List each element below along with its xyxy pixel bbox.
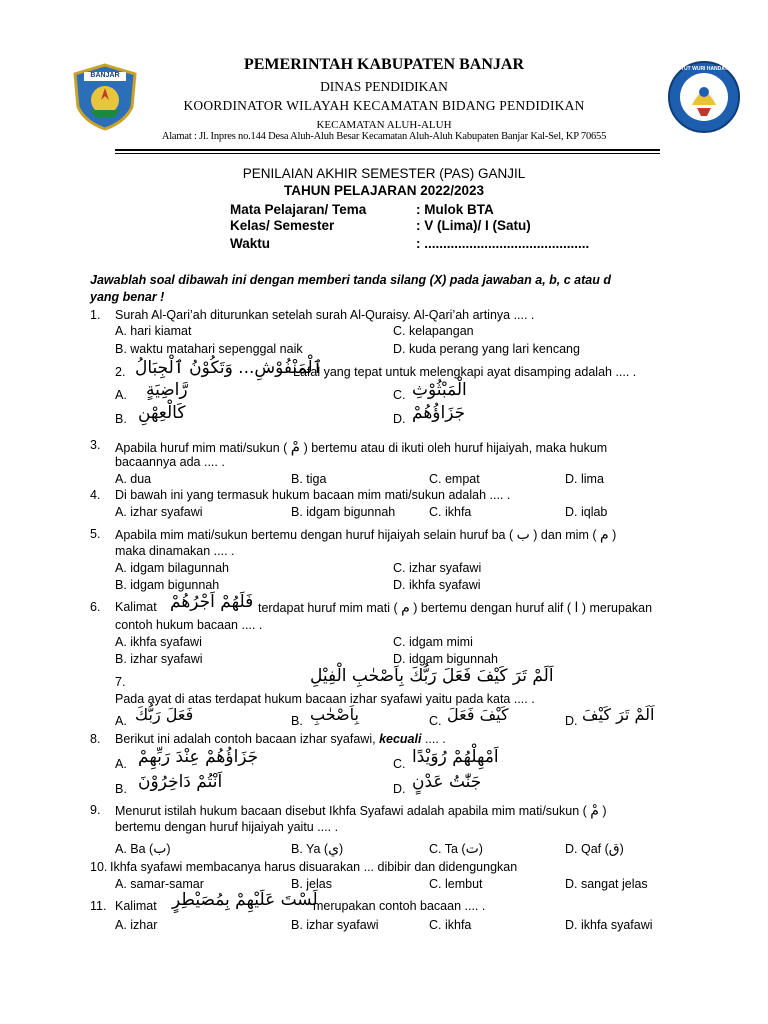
q6-text-c: ) bertemu dengan huruf alif ( bbox=[413, 601, 572, 615]
q6-number: 6. bbox=[90, 600, 101, 614]
q11-number: 11. bbox=[90, 899, 107, 913]
q3-line2: bacaannya ada .... . bbox=[115, 455, 225, 469]
q2-option-a-arabic[interactable]: رَّاضِيَةٍ bbox=[146, 380, 188, 400]
q9-option-d-label: D. Qaf ( bbox=[565, 842, 609, 856]
right-logo-text: TUT WURI HANDAYANI bbox=[681, 66, 736, 72]
exam-title: PENILAIAN AKHIR SEMESTER (PAS) GANJIL bbox=[242, 166, 526, 181]
q9-number: 9. bbox=[90, 803, 101, 817]
q5-option-b[interactable]: B. idgam bigunnah bbox=[115, 578, 220, 592]
q6-kalimat: Kalimat bbox=[115, 600, 157, 614]
q4-number: 4. bbox=[90, 488, 101, 502]
q5-option-a[interactable]: A. idgam bilagunnah bbox=[115, 561, 229, 575]
q6-text-d: ) merupakan bbox=[581, 601, 653, 615]
q8-text bbox=[115, 732, 446, 746]
q9-option-b-close: ) bbox=[339, 842, 344, 856]
q11-option-d[interactable]: D. ikhfa syafawi bbox=[565, 918, 653, 932]
q1-option-a[interactable]: A. hari kiamat bbox=[115, 324, 192, 338]
q1-text: Surah Al-Qari’ah diturunkan setelah surah Al-Quraisy. Al-Qari’ah artinya .... . bbox=[115, 308, 535, 322]
q9-text-b: ) bbox=[602, 804, 607, 818]
address: Alamat : Jl. Inpres no.144 Desa Aluh-Aluh Besar Kecamatan Aluh-Aluh Kabupaten Banjar Kal-Sel, KP 70655 bbox=[161, 131, 607, 142]
q3-text-a: Apabila huruf mim mati/sukun ( bbox=[115, 441, 288, 455]
q6-text-b: terdapat huruf mim mati ( bbox=[258, 601, 398, 615]
q6-arabic-mim: م bbox=[401, 600, 410, 616]
q9-option-b[interactable] bbox=[291, 841, 343, 857]
q6-option-d[interactable]: D. idgam bigunnah bbox=[393, 652, 498, 666]
q2-arabic-ayat: ٱلْمَنْفُوْشِ... وَتَكُوْنُ ٱلْجِبَالُ bbox=[135, 358, 323, 378]
q7-option-a-letter[interactable]: A. bbox=[115, 714, 127, 728]
meta-label-time: Waktu bbox=[230, 236, 270, 251]
q5-option-c[interactable]: C. izhar syafawi bbox=[393, 561, 482, 575]
q11-option-a[interactable]: A. izhar bbox=[115, 918, 158, 932]
q11-option-b[interactable]: B. izhar syafawi bbox=[291, 918, 379, 932]
q3-text bbox=[115, 438, 607, 456]
q9-option-a-label: A. Ba ( bbox=[115, 842, 154, 856]
q7-option-b-letter[interactable]: B. bbox=[291, 714, 303, 728]
q10-option-c[interactable]: C. lembut bbox=[429, 877, 483, 891]
q2-option-d-arabic[interactable]: جَزَاؤُهُمْ bbox=[412, 403, 466, 423]
q6-text bbox=[258, 600, 652, 616]
q8-option-a-arabic[interactable]: جَزَاؤُهُمْ عِنْدَ رَبِّهِمْ bbox=[138, 747, 259, 767]
q3-option-b[interactable]: B. tiga bbox=[291, 472, 327, 486]
q2-option-b-letter[interactable]: B. bbox=[115, 412, 127, 426]
q3-number: 3. bbox=[90, 438, 101, 452]
q2-option-d-letter[interactable]: D. bbox=[393, 412, 406, 426]
q4-option-a[interactable]: A. izhar syafawi bbox=[115, 505, 203, 519]
q7-option-c-letter[interactable]: C. bbox=[429, 714, 442, 728]
q8-option-b-arabic[interactable]: اَنْتُمْ دَاخِرُوْنَ bbox=[138, 772, 223, 792]
q7-option-d-arabic[interactable]: اَلَمْ تَرَ كَيْفَ bbox=[582, 705, 655, 724]
q1-option-c[interactable]: C. kelapangan bbox=[393, 324, 474, 338]
q5-text-c: ) bbox=[612, 528, 617, 542]
q9-option-d-arabic: ق bbox=[608, 841, 620, 857]
q9-option-b-label: B. Ya ( bbox=[291, 842, 329, 856]
q9-text-a: Menurut istilah hukum bacaan disebut Ikhfa Syafawi adalah apabila mim mati/sukun ( bbox=[115, 804, 587, 818]
q8-option-d-letter[interactable]: D. bbox=[393, 782, 406, 796]
q4-option-b[interactable]: B. idgam bigunnah bbox=[291, 505, 396, 519]
q2-text: Lafal yang tepat untuk melengkapi ayat disamping adalah .... . bbox=[293, 365, 637, 379]
q3-arabic: مْ bbox=[290, 438, 301, 456]
q7-option-c-arabic[interactable]: كَيْفَ فَعَلَ bbox=[447, 705, 509, 724]
q6-arabic-alif: ا bbox=[574, 600, 579, 616]
q10-number: 10. bbox=[90, 860, 108, 874]
meta-value-time: : ............................................ bbox=[416, 236, 590, 251]
q10-option-d[interactable]: D. sangat jelas bbox=[565, 877, 648, 891]
q6-option-c[interactable]: C. idgam mimi bbox=[393, 635, 473, 649]
q9-text bbox=[115, 803, 607, 819]
dept-title: DINAS PENDIDIKAN bbox=[320, 79, 448, 94]
q3-option-a[interactable]: A. dua bbox=[115, 472, 152, 486]
q7-option-b-arabic[interactable]: بِاَصْحٰبِ bbox=[310, 705, 359, 724]
q4-text: Di bawah ini yang termasuk hukum bacaan mim mati/sukun adalah .... . bbox=[115, 488, 511, 502]
meta-value-class: : V (Lima)/ I (Satu) bbox=[416, 218, 531, 233]
q8-option-c-arabic[interactable]: اَمْهِلْهُمْ رُوَيْدًا bbox=[412, 747, 499, 767]
letterhead-rule-thick bbox=[115, 149, 660, 151]
q7-line2: Pada ayat di atas terdapat hukum bacaan izhar syafawi yaitu pada kata .... . bbox=[115, 692, 535, 706]
q9-option-d-close: ) bbox=[619, 842, 624, 856]
q9-option-c[interactable] bbox=[429, 841, 483, 857]
q8-option-c-letter[interactable]: C. bbox=[393, 757, 406, 771]
q8-option-a-letter[interactable]: A. bbox=[115, 757, 127, 771]
q7-option-d-letter[interactable]: D. bbox=[565, 714, 578, 728]
q9-option-c-close: ) bbox=[478, 842, 483, 856]
q3-option-c[interactable]: C. empat bbox=[429, 472, 480, 486]
q3-text-b: ) bertemu atau di ikuti oleh huruf hijaiyah, maka hukum bbox=[303, 441, 608, 455]
q1-number: 1. bbox=[90, 308, 101, 322]
meta-label-subject: Mata Pelajaran/ Tema bbox=[230, 202, 367, 217]
q9-option-c-arabic: ت bbox=[465, 841, 479, 857]
q5-text bbox=[115, 527, 616, 543]
q2-option-a-letter[interactable]: A. bbox=[115, 388, 127, 402]
q5-text-a: Apabila mim mati/sukun bertemu dengan huruf hijaiyah selain huruf ba ( bbox=[115, 528, 514, 542]
q5-arabic-ba: ب bbox=[516, 527, 530, 543]
q4-option-d[interactable]: D. iqlab bbox=[565, 505, 608, 519]
q9-option-d[interactable] bbox=[565, 841, 624, 857]
left-logo-text: BANJAR bbox=[90, 72, 120, 79]
q9-option-a-arabic: ب bbox=[153, 841, 167, 857]
meta-label-class: Kelas/ Semester bbox=[230, 218, 335, 233]
q9-option-a[interactable] bbox=[115, 841, 171, 857]
q6-option-b[interactable]: B. izhar syafawi bbox=[115, 652, 203, 666]
q10-option-a[interactable]: A. samar-samar bbox=[115, 877, 204, 891]
q11-kalimat: Kalimat bbox=[115, 899, 157, 913]
q10-option-b[interactable]: B. jelas bbox=[291, 877, 332, 891]
instructions-line2: yang benar ! bbox=[90, 290, 165, 304]
q5-number: 5. bbox=[90, 527, 101, 541]
q5-option-d[interactable]: D. ikhfa syafawi bbox=[393, 578, 481, 592]
q5-line2: maka dinamakan .... . bbox=[115, 544, 235, 558]
q7-number: 7. bbox=[115, 675, 126, 689]
meta-value-subject: : Mulok BTA bbox=[416, 202, 494, 217]
letterhead-rule-thin bbox=[115, 153, 660, 154]
q11-arabic-phrase: لَسْتَ عَلَيْهِمْ بِمُصَيْطِرٍ bbox=[172, 890, 318, 910]
q8-tail: .... . bbox=[424, 732, 446, 746]
q7-option-a-arabic[interactable]: فَعَلَ رَبُّكَ bbox=[135, 705, 194, 724]
q6-line2: contoh hukum bacaan .... . bbox=[115, 618, 263, 632]
q8-text-main: Berikut ini adalah contoh bacaan izhar syafawi, bbox=[115, 732, 376, 746]
q2-option-c-arabic[interactable]: الْمَبْثُوْثِ bbox=[412, 380, 467, 400]
q9-line2: bertemu dengan huruf hijaiyah yaitu .... . bbox=[115, 820, 339, 834]
q1-option-b[interactable]: B. waktu matahari sepenggal naik bbox=[115, 342, 303, 356]
district-title: KECAMATAN ALUH-ALUH bbox=[316, 119, 452, 131]
q2-option-c-letter[interactable]: C. bbox=[393, 388, 406, 402]
q11-text: merupakan contoh bacaan .... . bbox=[313, 899, 486, 913]
exam-year: TAHUN PELAJARAN 2022/2023 bbox=[283, 183, 485, 198]
q9-option-a-close: ) bbox=[166, 842, 171, 856]
q2-number: 2. bbox=[115, 365, 126, 379]
q8-option-d-arabic[interactable]: جَنّٰتُ عَدْنٍ bbox=[412, 772, 482, 792]
q8-number: 8. bbox=[90, 732, 101, 746]
q9-option-c-label: C. Ta ( bbox=[429, 842, 466, 856]
coord-title: KOORDINATOR WILAYAH KECAMATAN BIDANG PENDIDIKAN bbox=[183, 98, 585, 113]
gov-title: PEMERINTAH KABUPATEN BANJAR bbox=[243, 56, 524, 73]
q6-arabic-phrase: فَلَهُمْ اَجْرُهُمْ bbox=[170, 592, 254, 612]
q11-option-c[interactable]: C. ikhfa bbox=[429, 918, 472, 932]
q2-option-b-arabic[interactable]: كَالْعِهْنِ bbox=[138, 403, 186, 423]
instructions-line1: Jawablah soal dibawah ini dengan memberi tanda silang (X) pada jawaban a, b, c atau d bbox=[90, 273, 611, 287]
q5-arabic-mim: م bbox=[599, 527, 609, 543]
q3-option-d[interactable]: D. lima bbox=[565, 472, 604, 486]
q8-keyword: kecuali bbox=[379, 732, 422, 746]
q9-arabic: مْ bbox=[590, 803, 599, 819]
q1-option-d[interactable]: D. kuda perang yang lari kencang bbox=[393, 342, 580, 356]
q6-option-a[interactable]: A. ikhfa syafawi bbox=[115, 635, 202, 649]
q5-text-b: ) dan mim ( bbox=[533, 528, 597, 542]
q8-option-b-letter[interactable]: B. bbox=[115, 782, 127, 796]
q10-text: Ikhfa syafawi membacanya harus disuarakan ... dibibir dan didengungkan bbox=[110, 860, 518, 874]
q7-arabic-ayat: اَلَمْ تَرَ كَيْفَ فَعَلَ رَبُّكَ بِاَصْحٰبِ الْفِيْلِ bbox=[310, 666, 554, 686]
q9-option-b-arabic: ي bbox=[328, 841, 340, 857]
q4-option-c[interactable]: C. ikhfa bbox=[429, 505, 472, 519]
